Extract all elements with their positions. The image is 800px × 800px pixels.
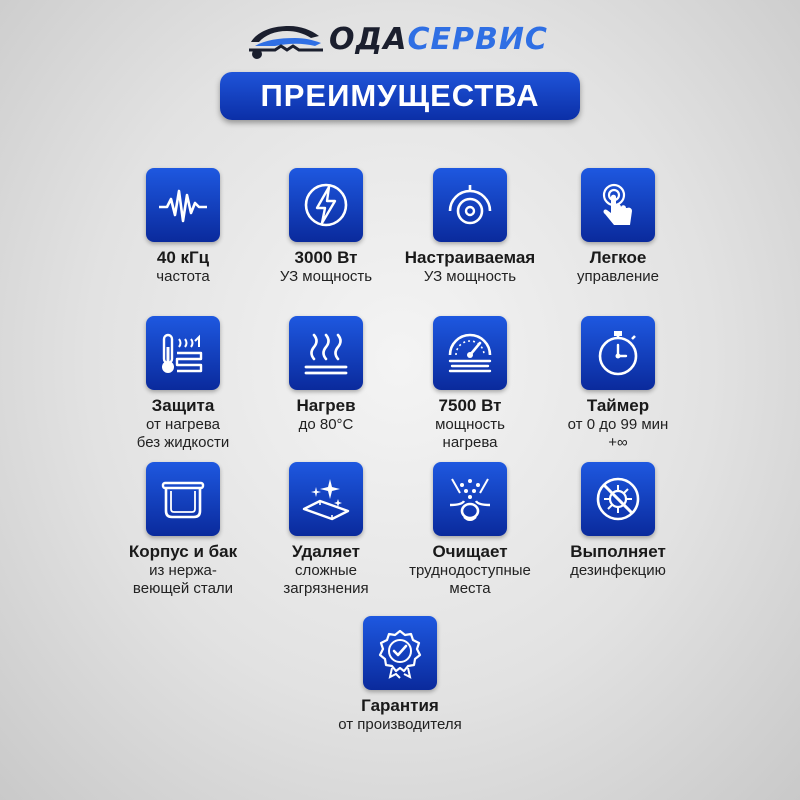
- feature-subtitle: УЗ мощность: [423, 268, 517, 285]
- no-bacteria-icon: [590, 471, 646, 527]
- feature-title: Нагрев: [296, 396, 356, 415]
- feature-subtitle: до 80°С: [298, 416, 354, 433]
- jet-icon: [442, 471, 498, 527]
- brand-name-part2: СЕРВИС: [407, 21, 548, 57]
- feature-title: Выполняет: [570, 542, 666, 561]
- feature-title: Гарантия: [361, 696, 439, 715]
- page-title: ПРЕИМУЩЕСТВА: [220, 72, 580, 120]
- feature-title: Удаляет: [291, 542, 361, 561]
- feature-title: 7500 Вт: [438, 396, 502, 415]
- feature-subtitle: от нагрева без жидкости: [136, 416, 230, 451]
- feature-subtitle: дезинфекцию: [570, 562, 666, 579]
- feature-subtitle: частота: [156, 268, 210, 285]
- sparkle-icon: [298, 471, 354, 527]
- feature-subtitle: УЗ мощность: [279, 268, 373, 285]
- feature-easy-control: [533, 168, 703, 286]
- feature-subtitle: труднодоступные места: [409, 562, 531, 597]
- feature-title: Легкое: [589, 248, 647, 267]
- heat-icon: [298, 325, 354, 381]
- tank-icon: [155, 471, 211, 527]
- feature-warranty: [315, 616, 485, 734]
- feature-title: Корпус и бак: [128, 542, 238, 561]
- feature-subtitle: от 0 до 99 мин +∞: [567, 416, 669, 451]
- feature-title: 3000 Вт: [294, 248, 358, 267]
- feature-subtitle: управление: [576, 268, 660, 285]
- brand-name: [329, 22, 548, 57]
- waveform-icon: [155, 177, 211, 233]
- feature-subtitle: мощность нагрева: [435, 416, 505, 451]
- feature-title: Защита: [151, 396, 215, 415]
- feature-subtitle: сложные загрязнения: [283, 562, 369, 597]
- brand-name-part1: ОДА: [329, 21, 408, 57]
- feature-title: 40 кГц: [156, 248, 210, 267]
- feature-disinfection: [533, 462, 703, 580]
- car-wrench-icon: [245, 16, 325, 62]
- warranty-badge-icon: [372, 625, 428, 681]
- feature-subtitle: из нержа- веющей стали: [132, 562, 234, 597]
- feature-title: Таймер: [586, 396, 650, 415]
- feature-title: Настраиваемая: [404, 248, 536, 267]
- feature-hard-to-reach: [385, 462, 555, 598]
- thermometer-icon: [155, 325, 211, 381]
- feature-title: Очищает: [432, 542, 508, 561]
- stopwatch-icon: [590, 325, 646, 381]
- feature-adjustable: [385, 168, 555, 286]
- dial-icon: [442, 177, 498, 233]
- feature-timer: [533, 316, 703, 452]
- feature-heating-power: [385, 316, 555, 452]
- gauge-icon: [442, 325, 498, 381]
- touch-icon: [590, 177, 646, 233]
- lightning-icon: [298, 177, 354, 233]
- feature-subtitle: от производителя: [338, 716, 462, 733]
- brand-logo: [245, 14, 565, 64]
